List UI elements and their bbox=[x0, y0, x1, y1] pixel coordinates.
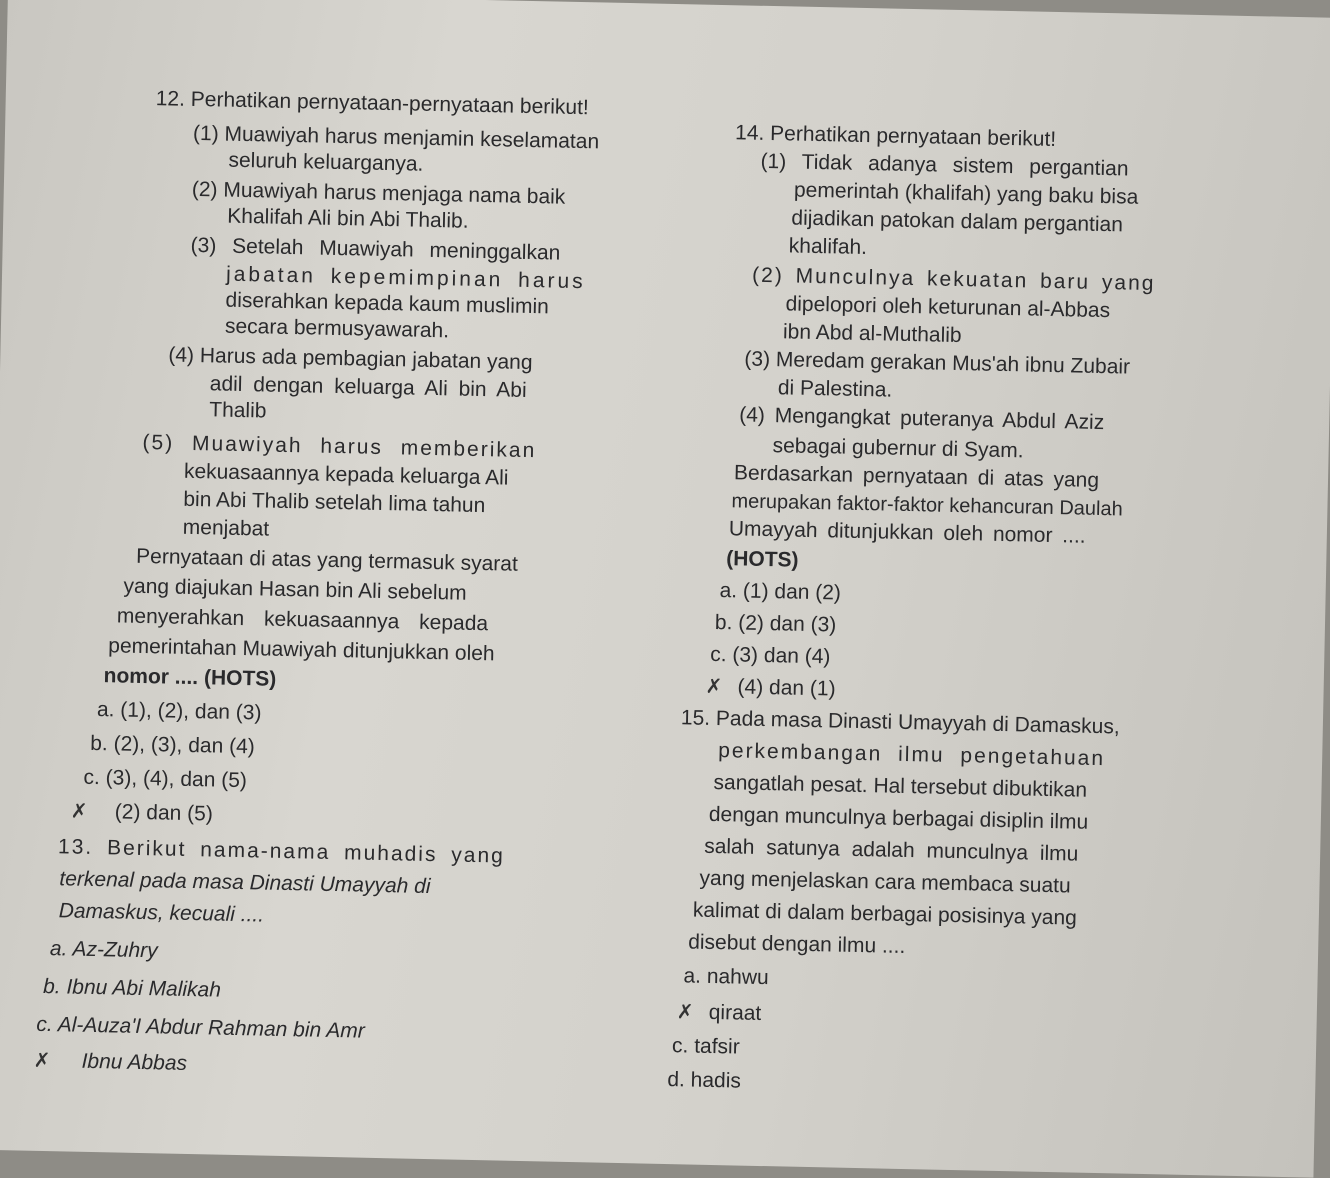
q15-text-3: sangatlah pesat. Hal tersebut dibuktikan bbox=[713, 770, 1088, 802]
q14-statement-2: (2) Munculnya kekuatan baru yang bbox=[751, 263, 1156, 296]
q12-statement-2-cont: Khalifah Ali bin Abi Thalib. bbox=[227, 204, 469, 233]
q12-prompt-1: Pernyataan di atas yang termasuk syarat bbox=[135, 544, 519, 576]
q15-text-2: perkembangan ilmu pengetahuan bbox=[717, 739, 1106, 771]
q15-text-8: disebut dengan ilmu .... bbox=[687, 930, 906, 958]
q14-prompt-4: (HOTS) bbox=[726, 547, 799, 572]
q14-prompt-3: Umayyah ditunjukkan oleh nomor .... bbox=[728, 517, 1086, 548]
q14-statement-1-cont1: pemerintah (khalifah) yang baku bisa bbox=[793, 178, 1139, 209]
q13-title: 13. Berikut nama-nama muhadis yang bbox=[57, 835, 506, 868]
q15-option-d[interactable]: d. hadis bbox=[667, 1068, 742, 1093]
q13-option-b[interactable]: b. Ibnu Abi Malikah bbox=[42, 974, 222, 1002]
q12-statement-5-cont3: menjabat bbox=[182, 515, 270, 541]
q12-title: 12. Perhatikan pernyataan-pernyataan berikut! bbox=[155, 87, 590, 120]
q14-option-d[interactable]: (4) dan (1) bbox=[737, 675, 836, 701]
q15-option-c[interactable]: c. tafsir bbox=[671, 1034, 740, 1059]
q12-option-c[interactable]: c. (3), (4), dan (5) bbox=[83, 765, 248, 793]
q12-statement-2: (2) Muawiyah harus menjaga nama baik bbox=[191, 177, 566, 209]
q12-statement-5-cont1: kekuasaannya kepada keluarga Ali bbox=[183, 459, 509, 490]
q15-option-a[interactable]: a. nahwu bbox=[683, 964, 769, 990]
q12-statement-4-cont1: adil dengan keluarga Ali bin Abi bbox=[209, 372, 527, 402]
q15-text-5: salah satunya adalah munculnya ilmu bbox=[703, 834, 1079, 866]
q12-prompt-2: yang diajukan Hasan bin Ali sebelum bbox=[123, 574, 467, 605]
q13-title-cont1: terkenal pada masa Dinasti Umayyah di bbox=[59, 867, 431, 899]
q14-statement-1-cont3: khalifah. bbox=[788, 234, 868, 260]
q12-option-a[interactable]: a. (1), (2), dan (3) bbox=[96, 698, 262, 725]
q12-statement-5: (5) Muawiyah harus memberikan bbox=[142, 430, 537, 463]
q14-statement-4: (4) Mengangkat puteranya Abdul Aziz bbox=[739, 403, 1105, 435]
q14-statement-4-cont: sebagai gubernur di Syam. bbox=[772, 434, 1024, 463]
q15-option-b[interactable]: qiraat bbox=[708, 1000, 762, 1025]
q13-option-d-checkmark-icon: ✗ bbox=[33, 1047, 51, 1073]
q12-statement-3-cont3: secara bermusyawarah. bbox=[224, 314, 450, 343]
q12-option-d-checkmark-icon: ✗ bbox=[70, 798, 88, 823]
q14-option-a[interactable]: a. (1) dan (2) bbox=[719, 579, 842, 605]
q12-statement-1: (1) Muawiyah harus menjamin keselamatan bbox=[192, 121, 600, 154]
q12-prompt-4: pemerintahan Muawiyah ditunjukkan oleh bbox=[108, 634, 495, 666]
q12-option-b[interactable]: b. (2), (3), dan (4) bbox=[89, 731, 256, 759]
q12-prompt-5: nomor .... (HOTS) bbox=[103, 664, 277, 691]
q12-option-d[interactable]: (2) dan (5) bbox=[114, 800, 214, 826]
q12-statement-1-cont: seluruh keluarganya. bbox=[228, 148, 424, 176]
q14-statement-1-cont2: dijadikan patokan dalam pergantian bbox=[791, 206, 1124, 237]
q14-statement-2-cont1: dipelopori oleh keturunan al-Abbas bbox=[785, 292, 1111, 323]
q14-prompt-2: merupakan faktor-faktor kehancuran Daulah bbox=[731, 490, 1123, 521]
q12-statement-4: (4) Harus ada pembagian jabatan yang bbox=[168, 343, 533, 375]
q15-text-4: dengan munculnya berbagai disiplin ilmu bbox=[708, 802, 1089, 834]
q15-text-7: kalimat di dalam berbagai posisinya yang bbox=[692, 898, 1078, 930]
q14-title: 14. Perhatikan pernyataan berikut! bbox=[734, 121, 1057, 151]
q15-title: 15. Pada masa Dinasti Umayyah di Damaskus, bbox=[680, 706, 1120, 739]
q12-prompt-3: menyerahkan kekuasaannya kepada bbox=[116, 604, 489, 636]
q15-option-b-checkmark-icon: ✗ bbox=[676, 999, 694, 1024]
q13-option-d[interactable]: Ibnu Abbas bbox=[81, 1049, 188, 1075]
q14-option-b[interactable]: b. (2) dan (3) bbox=[714, 610, 837, 637]
q13-option-a[interactable]: a. Az-Zuhry bbox=[49, 937, 158, 963]
q12-statement-3-cont1: jabatan kepemimpinan harus bbox=[225, 262, 586, 294]
q15-text-6: yang menjelaskan cara membaca suatu bbox=[699, 866, 1071, 898]
q14-prompt-1: Berdasarkan pernyataan di atas yang bbox=[733, 461, 1100, 492]
q12-statement-3: (3) Setelah Muawiyah meninggalkan bbox=[190, 233, 561, 265]
q12-statement-4-cont2: Thalib bbox=[209, 398, 267, 423]
q12-statement-5-cont2: bin Abi Thalib setelah lima tahun bbox=[183, 487, 486, 518]
q14-statement-3: (3) Meredam gerakan Mus'ah ibnu Zubair bbox=[744, 347, 1131, 379]
q14-option-d-checkmark-icon: ✗ bbox=[705, 673, 723, 699]
q14-option-c[interactable]: c. (3) dan (4) bbox=[710, 642, 831, 669]
q14-statement-1: (1) Tidak adanya sistem pergantian bbox=[760, 149, 1129, 181]
q13-option-c[interactable]: c. Al-Auza'I Abdur Rahman bin Amr bbox=[36, 1012, 365, 1043]
q14-statement-2-cont2: ibn Abd al-Muthalib bbox=[782, 320, 962, 348]
q13-title-cont2: Damaskus, kecuali .... bbox=[58, 899, 265, 927]
q12-statement-3-cont2: diserahkan kepada kaum muslimin bbox=[225, 288, 550, 319]
q14-statement-3-cont: di Palestina. bbox=[777, 376, 893, 402]
